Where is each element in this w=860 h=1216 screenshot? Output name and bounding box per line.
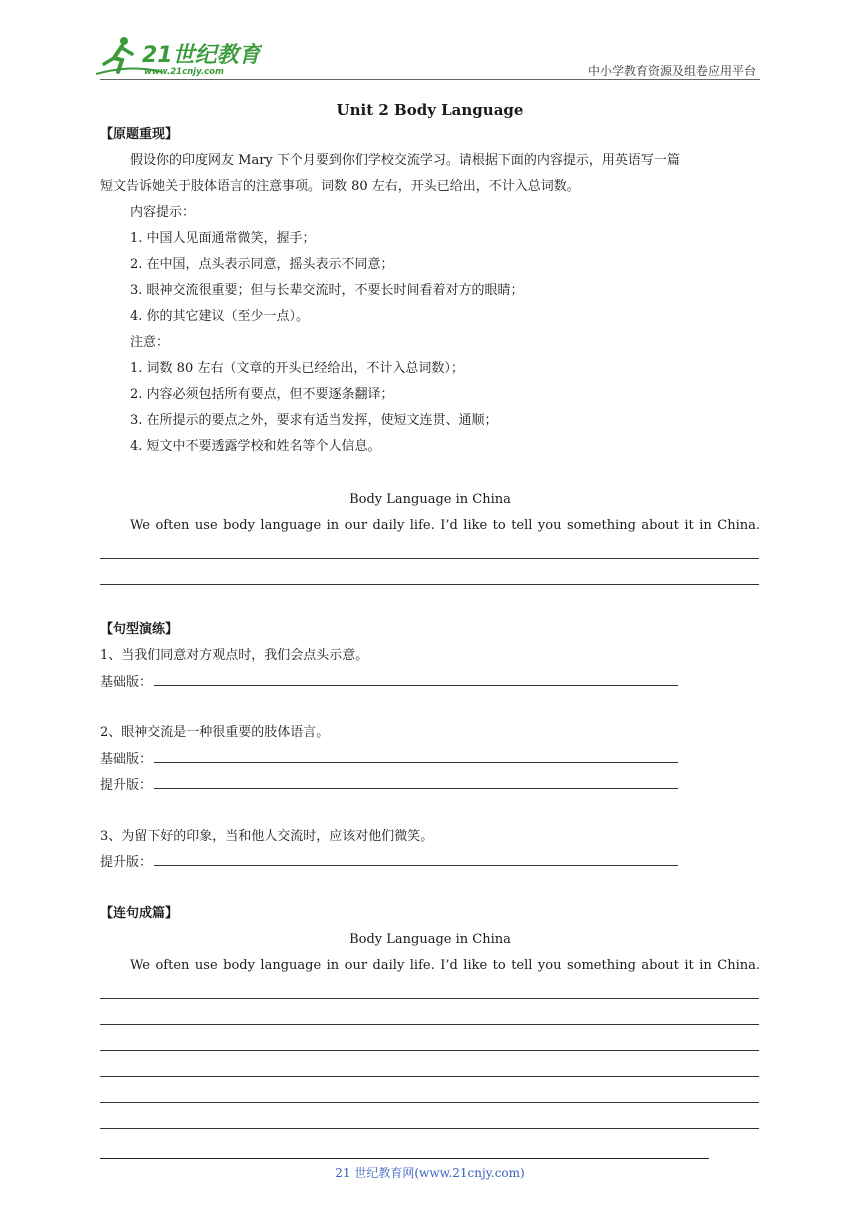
notes-item: 2. 内容必须包括所有要点，但不要逐条翻译； <box>130 387 394 402</box>
content-item: 3. 眼神交流很重要；但与长辈交流时，不要长时间看着对方的眼睛； <box>130 283 524 298</box>
notes-item: 3. 在所提示的要点之外，要求有适当发挥，使短文连贯、通顺； <box>130 413 498 428</box>
prompt-paragraph-1: 假设你的印度网友 Mary 下个月要到你们学校交流学习。请根据下面的内容提示，用英语写一篇 <box>130 153 680 168</box>
notes-label: 注意： <box>130 335 170 350</box>
answer-blank[interactable] <box>154 776 678 789</box>
writing-line[interactable] <box>100 1128 759 1129</box>
runner-logo-icon <box>92 34 262 78</box>
logo-url: www.21cnjy.com <box>144 67 224 77</box>
section-heading-practice: 【句型演练】 <box>100 622 179 637</box>
answer-blank[interactable] <box>154 853 678 866</box>
content-label: 内容提示： <box>130 205 196 220</box>
essay-title-2: Body Language in China <box>349 932 511 947</box>
page-title: Unit 2 Body Language <box>336 101 524 119</box>
answer-blank[interactable] <box>154 673 678 686</box>
answer-blank[interactable] <box>154 750 678 763</box>
header-divider <box>100 79 760 80</box>
writing-line[interactable] <box>100 1024 759 1025</box>
prompt-paragraph-2: 短文告诉她关于肢体语言的注意事项。词数 80 左右，开头已给出，不计入总词数。 <box>100 179 580 194</box>
logo <box>92 34 262 78</box>
writing-line[interactable] <box>100 1050 759 1051</box>
writing-line[interactable] <box>100 1102 759 1103</box>
essay-start-2: We often use body language in our daily life. I’d like to tell you something about it in China. <box>130 958 760 973</box>
platform-name: 中小学教育资源及组卷应用平台 <box>587 64 756 78</box>
answer-advanced-3: 提升版： <box>100 853 678 872</box>
question-3: 3、为留下好的印象，当和他人交流时，应该对他们微笑。 <box>100 829 434 844</box>
section-heading-original: 【原题重现】 <box>100 127 179 142</box>
footer-text[interactable]: 21 世纪教育网(www.21cnjy.com) <box>335 1166 525 1180</box>
question-1: 1、当我们同意对方观点时，我们会点头示意。 <box>100 648 369 663</box>
answer-basic-2: 基础版： <box>100 750 678 769</box>
page-header <box>0 0 860 82</box>
logo-text: 21世纪教育 <box>142 43 261 68</box>
writing-line[interactable] <box>100 998 759 999</box>
answer-advanced-2: 提升版： <box>100 776 678 795</box>
notes-item: 1. 词数 80 左右（文章的开头已经给出，不计入总词数）； <box>130 361 464 376</box>
writing-line[interactable] <box>100 584 759 585</box>
answer-basic-1: 基础版： <box>100 673 678 692</box>
essay-title: Body Language in China <box>349 492 511 507</box>
content-item: 2. 在中国，点头表示同意，摇头表示不同意； <box>130 257 394 272</box>
footer-divider <box>100 1158 709 1159</box>
writing-line[interactable] <box>100 558 759 559</box>
essay-start: We often use body language in our daily life. I’d like to tell you something about it in China. <box>130 518 760 533</box>
section-heading-compose: 【连句成篇】 <box>100 906 179 921</box>
content-item: 1. 中国人见面通常微笑，握手； <box>130 231 316 246</box>
content-item: 4. 你的其它建议（至少一点）。 <box>130 309 310 324</box>
question-2: 2、眼神交流是一种很重要的肢体语言。 <box>100 725 330 740</box>
writing-line[interactable] <box>100 1076 759 1077</box>
notes-item: 4. 短文中不要透露学校和姓名等个人信息。 <box>130 439 381 454</box>
